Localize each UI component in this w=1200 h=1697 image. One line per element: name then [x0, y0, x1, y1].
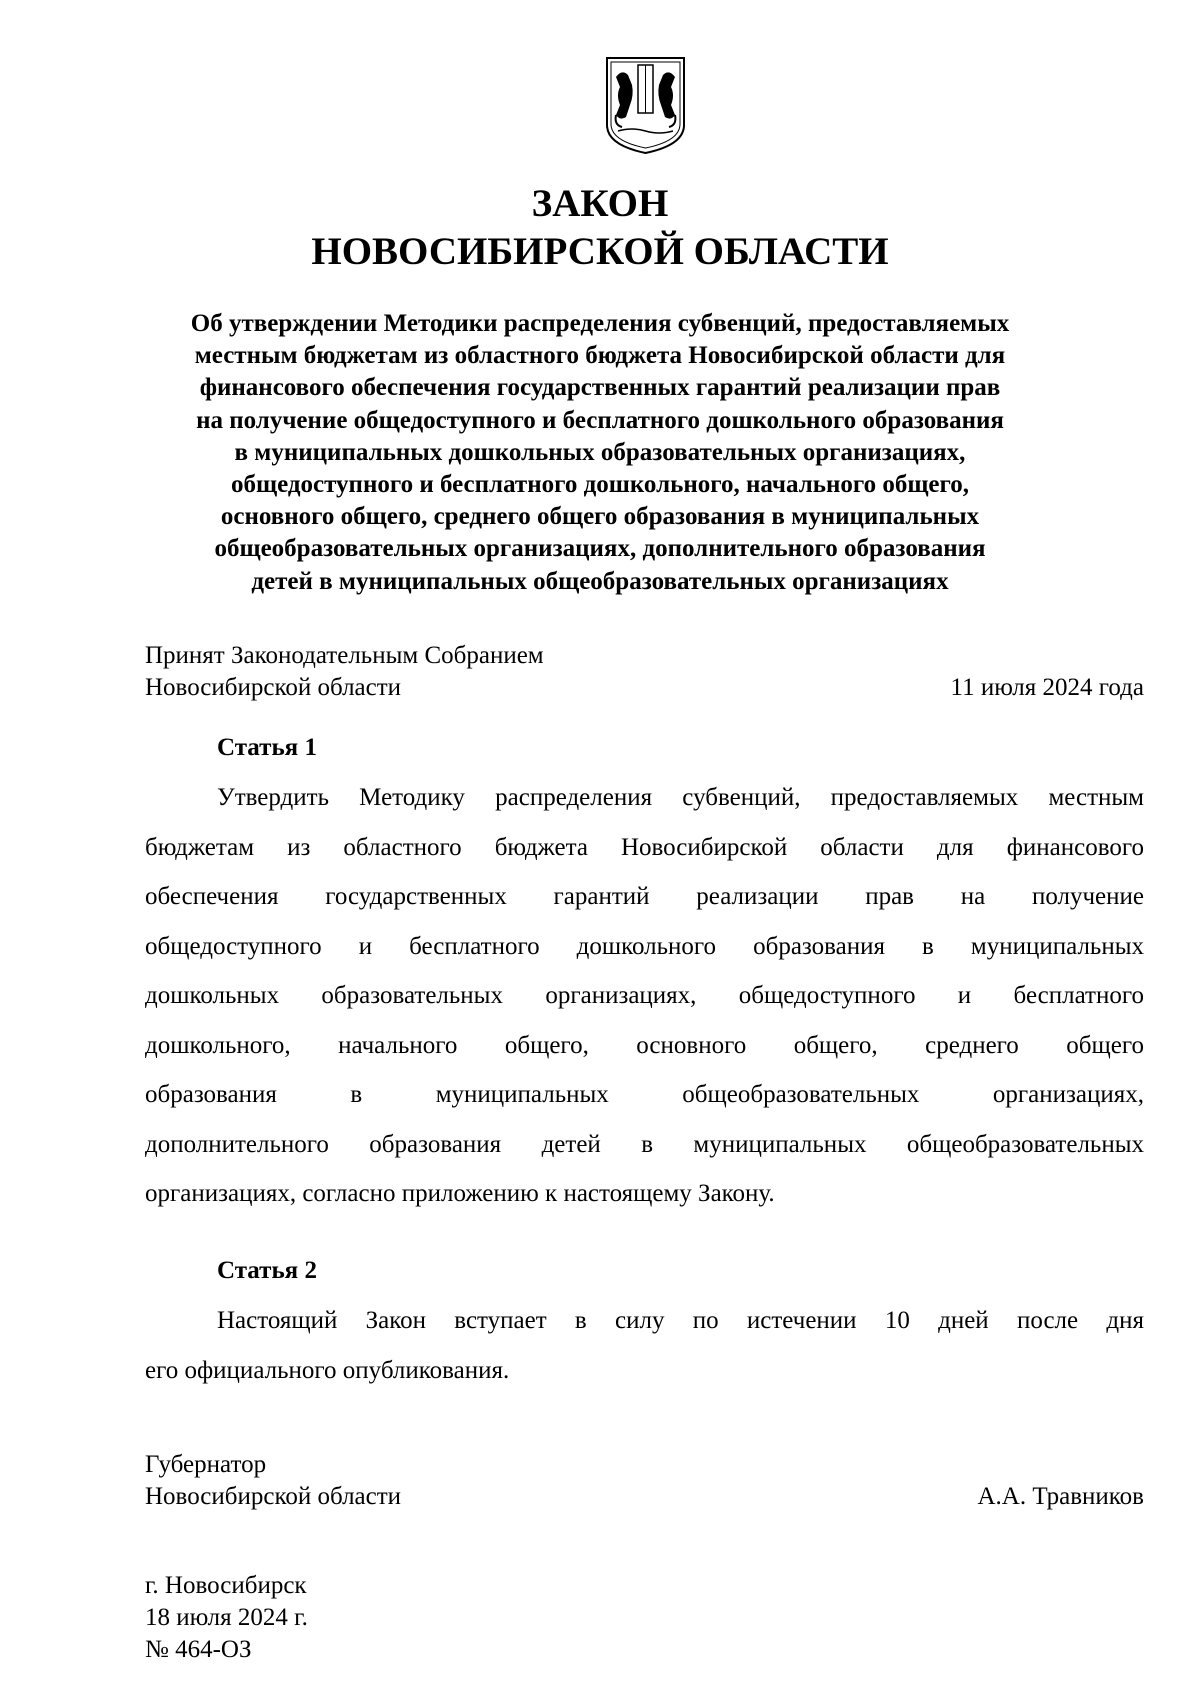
footer-number: № 464-ОЗ — [145, 1636, 252, 1663]
text-line: дошкольных образовательных организациях, общедоступного и бесплатного — [145, 982, 1144, 1009]
subject-line: на получение общедоступного и бесплатного дошкольного образования — [196, 406, 1004, 434]
article-2-heading: Статья 2 — [217, 1257, 317, 1284]
footer-date: 18 июля 2024 г. — [145, 1604, 308, 1631]
subject-line: основного общего, среднего общего образования в муниципальных — [220, 503, 980, 531]
subject-line: детей в муниципальных общеобразовательных организациях — [251, 567, 949, 595]
text-line: организациях, согласно приложению к настоящему Закону. — [145, 1180, 775, 1207]
footer-city: г. Новосибирск — [145, 1572, 307, 1599]
subject-line: Об утверждении Методики распределения субвенций, предоставляемых — [190, 310, 1010, 337]
subject-line: общедоступного и бесплатного дошкольного, начального общего, — [230, 471, 970, 499]
subject-line: финансового обеспечения государственных гарантий реализации прав — [199, 374, 1001, 402]
position-line-2: Новосибирской области — [145, 1483, 402, 1510]
text-line: образования в муниципальных общеобразовательных организациях, — [145, 1081, 1144, 1108]
adoption-date: 11 июля 2024 года — [950, 674, 1144, 701]
text-line: общедоступного и бесплатного дошкольного образования в муниципальных — [145, 932, 1144, 960]
article-1-text — [145, 773, 1144, 1219]
signatory-name: А.А. Травников — [977, 1483, 1144, 1510]
text-line: дошкольного, начального общего, основного общего, среднего общего — [145, 1031, 1144, 1059]
law-subject — [140, 308, 1060, 598]
subject-line: общеобразовательных организациях, дополнительного образования — [214, 535, 986, 563]
subject-line: в муниципальных дошкольных образовательных организациях, — [234, 438, 966, 466]
article-1-heading: Статья 1 — [217, 734, 317, 761]
adoption-line-2: Новосибирской области — [145, 674, 402, 701]
adoption-line-1: Принят Законодательным Собранием — [145, 642, 544, 669]
position-line-1: Губернатор — [145, 1451, 267, 1478]
text-line: бюджетам из областного бюджета Новосибирской области для финансового — [145, 833, 1144, 861]
subject-line: местным бюджетам из областного бюджета Новосибирской области для — [194, 342, 1006, 370]
text-line: обеспечения государственных гарантий реализации прав на получение — [145, 883, 1144, 910]
title-line-1: ЗАКОН — [531, 182, 669, 225]
text-line: его официального опубликования. — [145, 1356, 510, 1384]
novosibirsk-coat-of-arms-icon — [604, 55, 687, 155]
text-line: Настоящий Закон вступает в силу по истечении 10 дней после дня — [217, 1307, 1144, 1334]
document-footer — [145, 1570, 308, 1666]
text-line: Утвердить Методику распределения субвенций, предоставляемых местным — [217, 784, 1144, 811]
title-line-2: НОВОСИБИРСКОЙ ОБЛАСТИ — [311, 230, 889, 273]
article-2-text — [145, 1296, 1144, 1395]
signatory-position — [145, 1449, 401, 1513]
law-title — [0, 180, 1200, 276]
adoption-statement — [145, 640, 544, 704]
text-line: дополнительного образования детей в муниципальных общеобразовательных — [145, 1130, 1144, 1158]
